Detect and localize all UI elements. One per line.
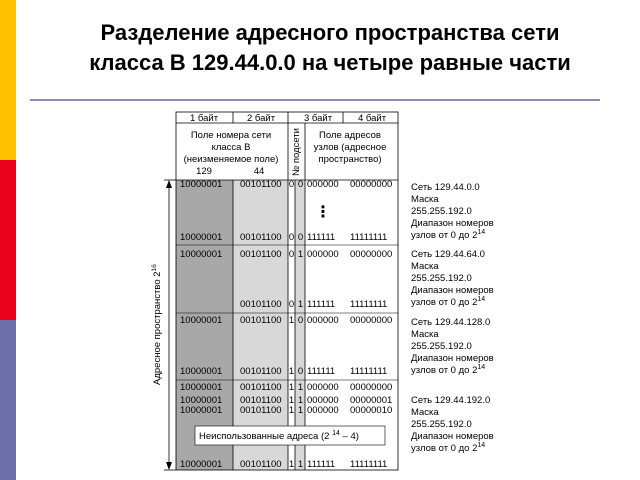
host-field-label-3: пространство)	[318, 154, 382, 165]
subnet-info-line: 255.255.192.0	[411, 273, 472, 284]
byte3-host-bits: 111111	[307, 299, 336, 310]
subnet-range-line: узлов от 0 до $2^{14}$	[411, 364, 486, 376]
subnet-range-line: узлов от 0 до $2^{14}$	[411, 296, 486, 308]
subnet-bit-1: 1	[288, 405, 295, 416]
title-line-1: Разделение адресного пространства сети	[100, 20, 560, 45]
byte4-value: 00000000	[350, 179, 393, 190]
subnet-number-label: № подсети	[291, 128, 302, 176]
subnet-bit-2: 1	[297, 405, 304, 416]
subnet-bit-2: 0	[297, 315, 304, 326]
network-value-2: 44	[253, 166, 265, 177]
subnet-info-line: Маска	[411, 194, 439, 205]
subnet-bit-1: 1	[288, 315, 295, 326]
byte3-host-bits: 000000	[307, 395, 339, 406]
subnet-info-line: Диапазон номеров	[411, 218, 494, 229]
subnet-bit-1: 0	[288, 249, 295, 260]
subnet-bit-1: 1	[288, 459, 295, 470]
byte3-host-bits: 000000	[307, 249, 339, 260]
byte1-value: 10000001	[180, 366, 223, 377]
subnet-bit-2: 1	[297, 395, 304, 406]
subnet-bit-2: 1	[297, 249, 304, 260]
byte4-value: 00000001	[350, 395, 393, 406]
ellipsis: ⋮	[315, 202, 331, 221]
axis-arrow-top	[166, 180, 172, 188]
subnet-bit-2: 1	[297, 299, 304, 310]
byte2-value: 00101100	[240, 179, 282, 190]
byte-label-4: 4 байт	[357, 113, 387, 124]
network-field-label-3: (неизменяемое поле)	[183, 154, 279, 165]
byte2-value: 00101100	[240, 382, 282, 393]
byte1-value: 10000001	[180, 382, 223, 393]
address-space-label: Адресное пространство $2^{16}$	[151, 264, 163, 385]
subnet-bit-2: 1	[297, 382, 304, 393]
subnet-info-line: 255.255.192.0	[411, 419, 472, 430]
subnet-info-line: Диапазон номеров	[411, 353, 494, 364]
byte2-value: 00101100	[240, 366, 282, 377]
subnet-bit-1: 1	[288, 366, 295, 377]
byte3-host-bits: 111111	[307, 232, 336, 243]
byte2-value: 00101100	[240, 459, 282, 470]
host-field-label-2: узлов (адресное	[313, 142, 387, 153]
byte3-host-bits: 111111	[307, 459, 336, 470]
byte4-value: 00000000	[350, 315, 393, 326]
title-line-2: класса B 129.44.0.0 на четыре равные части	[89, 50, 571, 75]
unused-tail: – 4)	[342, 431, 359, 442]
byte1-value: 10000001	[180, 232, 223, 243]
byte4-value: 00000000	[350, 249, 393, 260]
subnet-bit-1: 1	[288, 395, 295, 406]
network-value-1: 129	[196, 166, 212, 177]
byte2-value: 00101100	[240, 232, 282, 243]
subnet-bit-1: 0	[288, 179, 295, 190]
byte2-value: 00101100	[240, 249, 282, 260]
subnet-info-line: Маска	[411, 261, 439, 272]
byte4-value: 11111111	[350, 299, 388, 310]
subnet-bit-2: 1	[297, 459, 304, 470]
subnet-info-block	[411, 395, 494, 454]
network-field-label-1: Поле номера сети	[190, 130, 272, 141]
subnet-info-line: 255.255.192.0	[411, 341, 472, 352]
byte1-value: 10000001	[180, 315, 223, 326]
subnet-info-line: Сеть 129.44.0.0	[411, 182, 480, 193]
subnet-info-line: 255.255.192.0	[411, 206, 472, 217]
subnet-range-line: узлов от 0 до $2^{14}$	[411, 442, 486, 454]
byte3-host-bits: 000000	[307, 382, 339, 393]
axis-arrow-bottom	[166, 462, 172, 470]
byte2-value: 00101100	[240, 299, 282, 310]
byte3-host-bits: 000000	[307, 405, 339, 416]
subnet-info-line: Сеть 129.44.128.0	[411, 317, 491, 328]
byte-label-3: 3 байт	[303, 113, 333, 124]
byte2-value: 00101100	[240, 395, 282, 406]
byte1-value: 10000001	[180, 405, 223, 416]
byte1-value: 10000001	[180, 249, 223, 260]
subnet-bit-2: 0	[297, 179, 304, 190]
byte4-value: 00000010	[350, 405, 393, 416]
byte4-value: 11111111	[350, 366, 388, 377]
subnet-info-block	[411, 317, 494, 376]
byte3-host-bits: 000000	[307, 179, 339, 190]
subnet-bit-1: 1	[288, 382, 295, 393]
unused-text: Неиспользованные адреса (2	[199, 431, 330, 442]
subnet-info-line: Маска	[411, 407, 439, 418]
network-field-label-2: класса В	[211, 142, 251, 153]
byte4-value: 11111111	[350, 459, 388, 470]
subnet-bit-2: 0	[297, 366, 304, 377]
byte4-value: 11111111	[350, 232, 388, 243]
subnet-bit-2: 0	[297, 232, 304, 243]
unused-sup: 14	[332, 430, 340, 437]
byte3-host-bits: 111111	[307, 366, 336, 377]
byte3-host-bits: 000000	[307, 315, 339, 326]
byte2-value: 00101100	[240, 315, 282, 326]
byte1-value: 10000001	[180, 395, 223, 406]
subnet-bit-1: 0	[288, 299, 295, 310]
host-field-label-1: Поле адресов	[319, 130, 381, 141]
subnet-info-line: Сеть 129.44.64.0	[411, 249, 485, 260]
byte1-value: 10000001	[180, 459, 223, 470]
table-row	[240, 299, 387, 310]
byte-label-1: 1 байт	[189, 113, 219, 124]
subnet-range-line: узлов от 0 до $2^{14}$	[411, 229, 486, 241]
byte-label-2: 2 байт	[246, 113, 276, 124]
byte2-value: 00101100	[240, 405, 282, 416]
subnet-info-block	[411, 182, 494, 241]
byte1-value: 10000001	[180, 179, 223, 190]
subnet-info-line: Диапазон номеров	[411, 431, 494, 442]
subnet-info-block	[411, 249, 494, 308]
subnet-info-line: Сеть 129.44.192.0	[411, 395, 491, 406]
subnet-info-line: Диапазон номеров	[411, 285, 494, 296]
byte4-value: 00000000	[350, 382, 393, 393]
subnet-bit-1: 0	[288, 232, 295, 243]
subnet-info-line: Маска	[411, 329, 439, 340]
